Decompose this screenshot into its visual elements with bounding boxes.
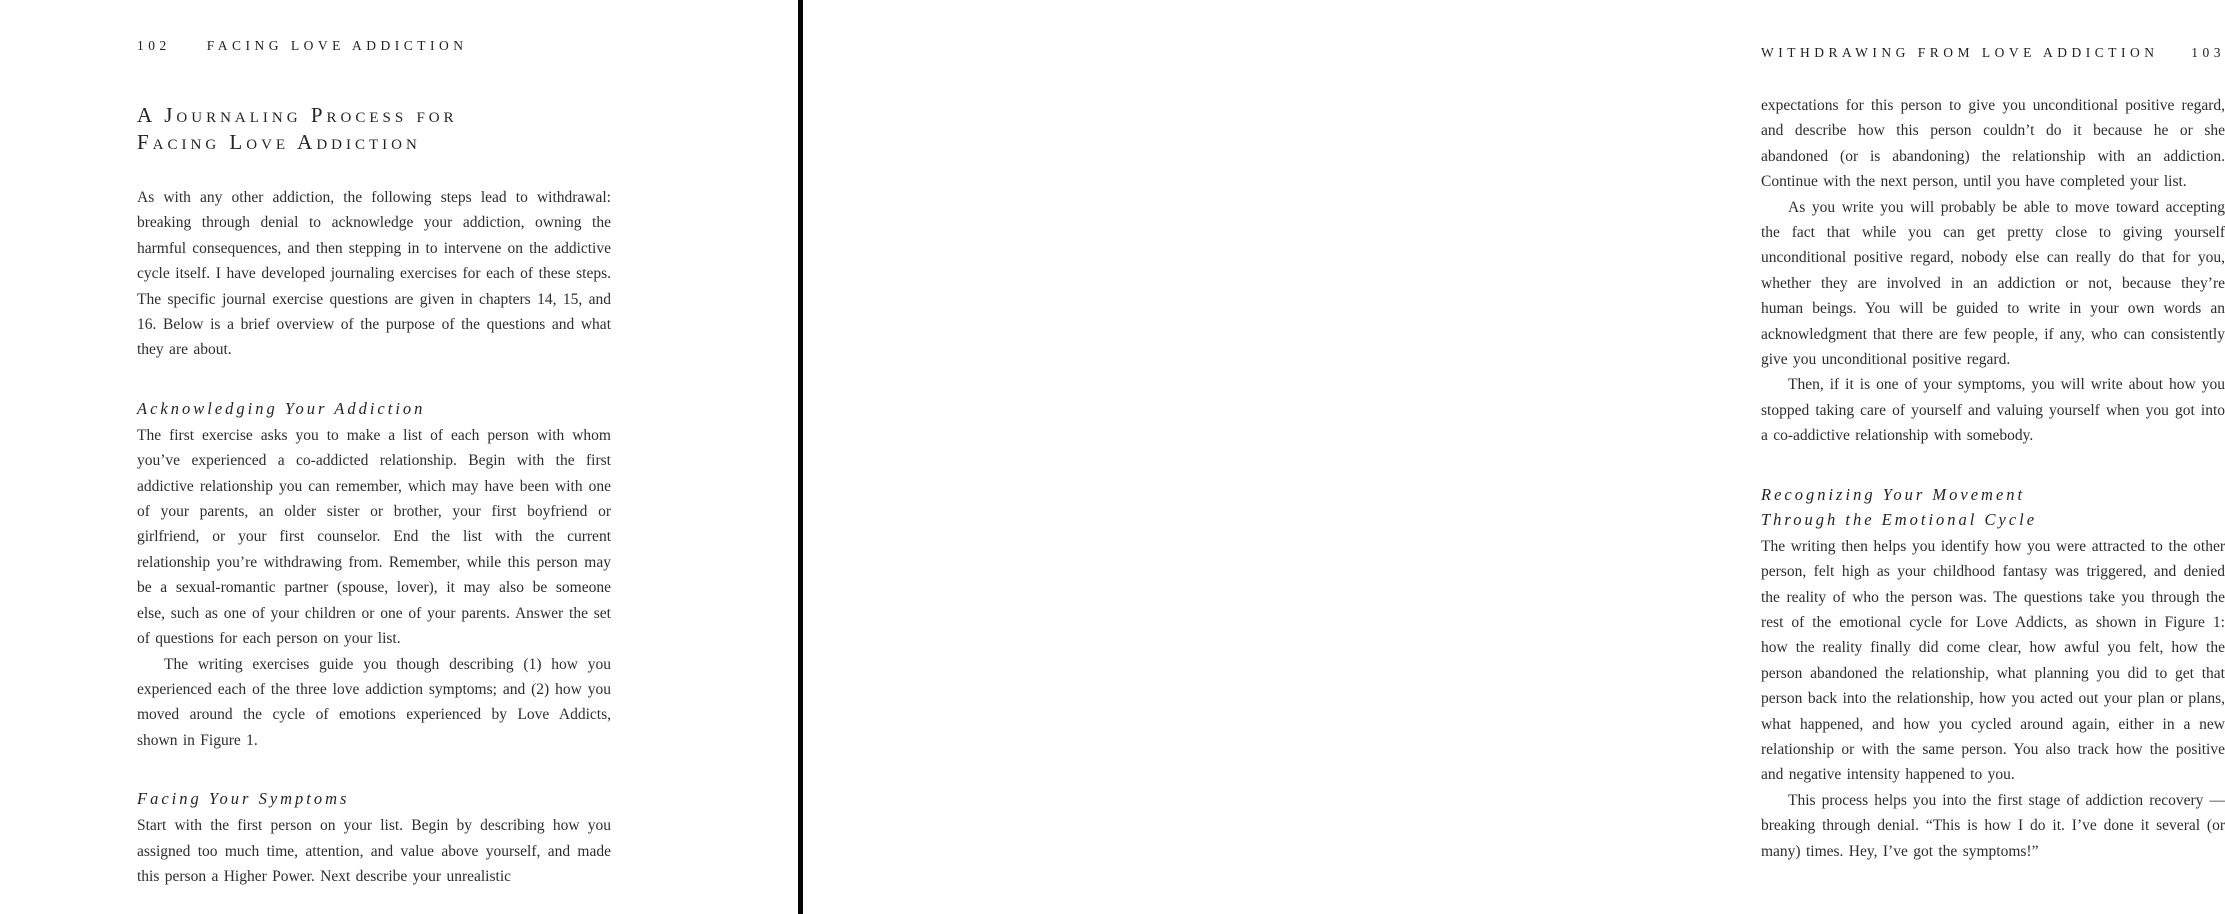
chapter-heading-line1: A Journaling Process for xyxy=(137,103,458,127)
body-paragraph: expectations for this person to give you unconditional positive regard, and describe how this person couldn’t do it because he or she abandoned (or is abandoning) the relationship with an addiction. Continue with the next person, until you have completed your list. xyxy=(1761,97,2225,191)
chapter-heading xyxy=(137,102,611,156)
section-heading-recognizing-your-movement xyxy=(1761,482,2225,532)
body-paragraph: The first exercise asks you to make a list of each person with whom you’ve experienced a co-addicted relationship. Begin with the first addictive relationship you can remember, which may have been with one of your parents, an older sister or brother, your first boyfriend or girlfriend, or your first counselor. End the list with the current relationship you’re withdrawing from. Remember, while this person may be a sexual-romantic partner (spouse, lover), it may also be someone else, such as one of your children or one of your parents. Answer the set of questions for each person on your list. xyxy=(137,426,611,648)
body-paragraph: Then, if it is one of your symptoms, you will write about how you stopped taking care of yourself and valuing yourself when you got into a co-addictive relationship with somebody. xyxy=(1761,376,2225,445)
body-paragraph: This process helps you into the first stage of addiction recovery —breaking through denial. “This is how I do it. I’ve done it several (or many) times. Hey, I’ve got the symptoms!” xyxy=(1761,791,2225,860)
body-paragraph: Start with the first person on your list. Begin by describing how you assigned too much time, attention, and value above yourself, and made this person a Higher Power. Next describe your unrealistic xyxy=(137,817,611,885)
page-number-left: 102 xyxy=(137,38,171,53)
body-paragraph: The writing then helps you identify how you were attracted to the other person, felt high as your childhood fantasy was triggered, and denied the reality of who the person was. The questions take you through the rest of the emotional cycle for Love Addicts, as shown in Figure 1: how the reality finally did come clear, how awful you felt, how the person abandoned the relationship, what planning you did to get that person back into the relationship, how you acted out your plan or plans, what happened, and how you cycled around again, either in a new relationship or with the same person. You also track how the positive and negative intensity happened to you. xyxy=(1761,537,2225,784)
running-header-left xyxy=(137,38,611,54)
section-heading-line1: Recognizing Your Movement xyxy=(1761,484,2026,504)
page-right xyxy=(803,0,2225,914)
body-paragraph: As you write you will probably be able to move toward accepting the fact that while you can get pretty close to giving yourself unconditional positive regard, nobody else can really do that for you, whether they are involved in an addiction or not, because they’re human beings. You will be guided to write in your own words an acknowledgment that there are few people, if any, who can consistently give you unconditional positive regard. xyxy=(1761,198,2225,369)
body-paragraph: As with any other addiction, the following steps lead to withdrawal: breaking through denial to acknowledge your addiction, owning the harmful consequences, and then stepping in to intervene on the addictive cycle itself. I have developed journaling exercises for each of these steps. The specific journal exercise questions are given in chapters 14, 15, and 16. Below is a brief overview of the purpose of the questions and what they are about. xyxy=(137,189,611,359)
running-title-left: FACING LOVE ADDICTION xyxy=(206,38,468,53)
chapter-heading-line2: Facing Love Addiction xyxy=(137,130,421,154)
running-header-right xyxy=(1761,45,2225,61)
text-column-right xyxy=(1761,93,2225,864)
page-number-right: 103 xyxy=(2191,45,2225,60)
section-heading-line2: Through the Emotional Cycle xyxy=(1761,509,2038,529)
page-left xyxy=(0,0,798,914)
running-title-right: WITHDRAWING FROM LOVE ADDICTION xyxy=(1761,45,2159,60)
body-paragraph: The writing exercises guide you though describing (1) how you experienced each of the three love addiction symptoms; and (2) how you moved around the cycle of emotions experienced by Love Addicts, shown in Figure 1. xyxy=(137,655,611,749)
text-column-left xyxy=(137,102,611,889)
section-heading-facing-your-symptoms: Facing Your Symptoms xyxy=(137,789,350,809)
section-heading-acknowledging-your-addiction: Acknowledging Your Addiction xyxy=(137,398,426,418)
